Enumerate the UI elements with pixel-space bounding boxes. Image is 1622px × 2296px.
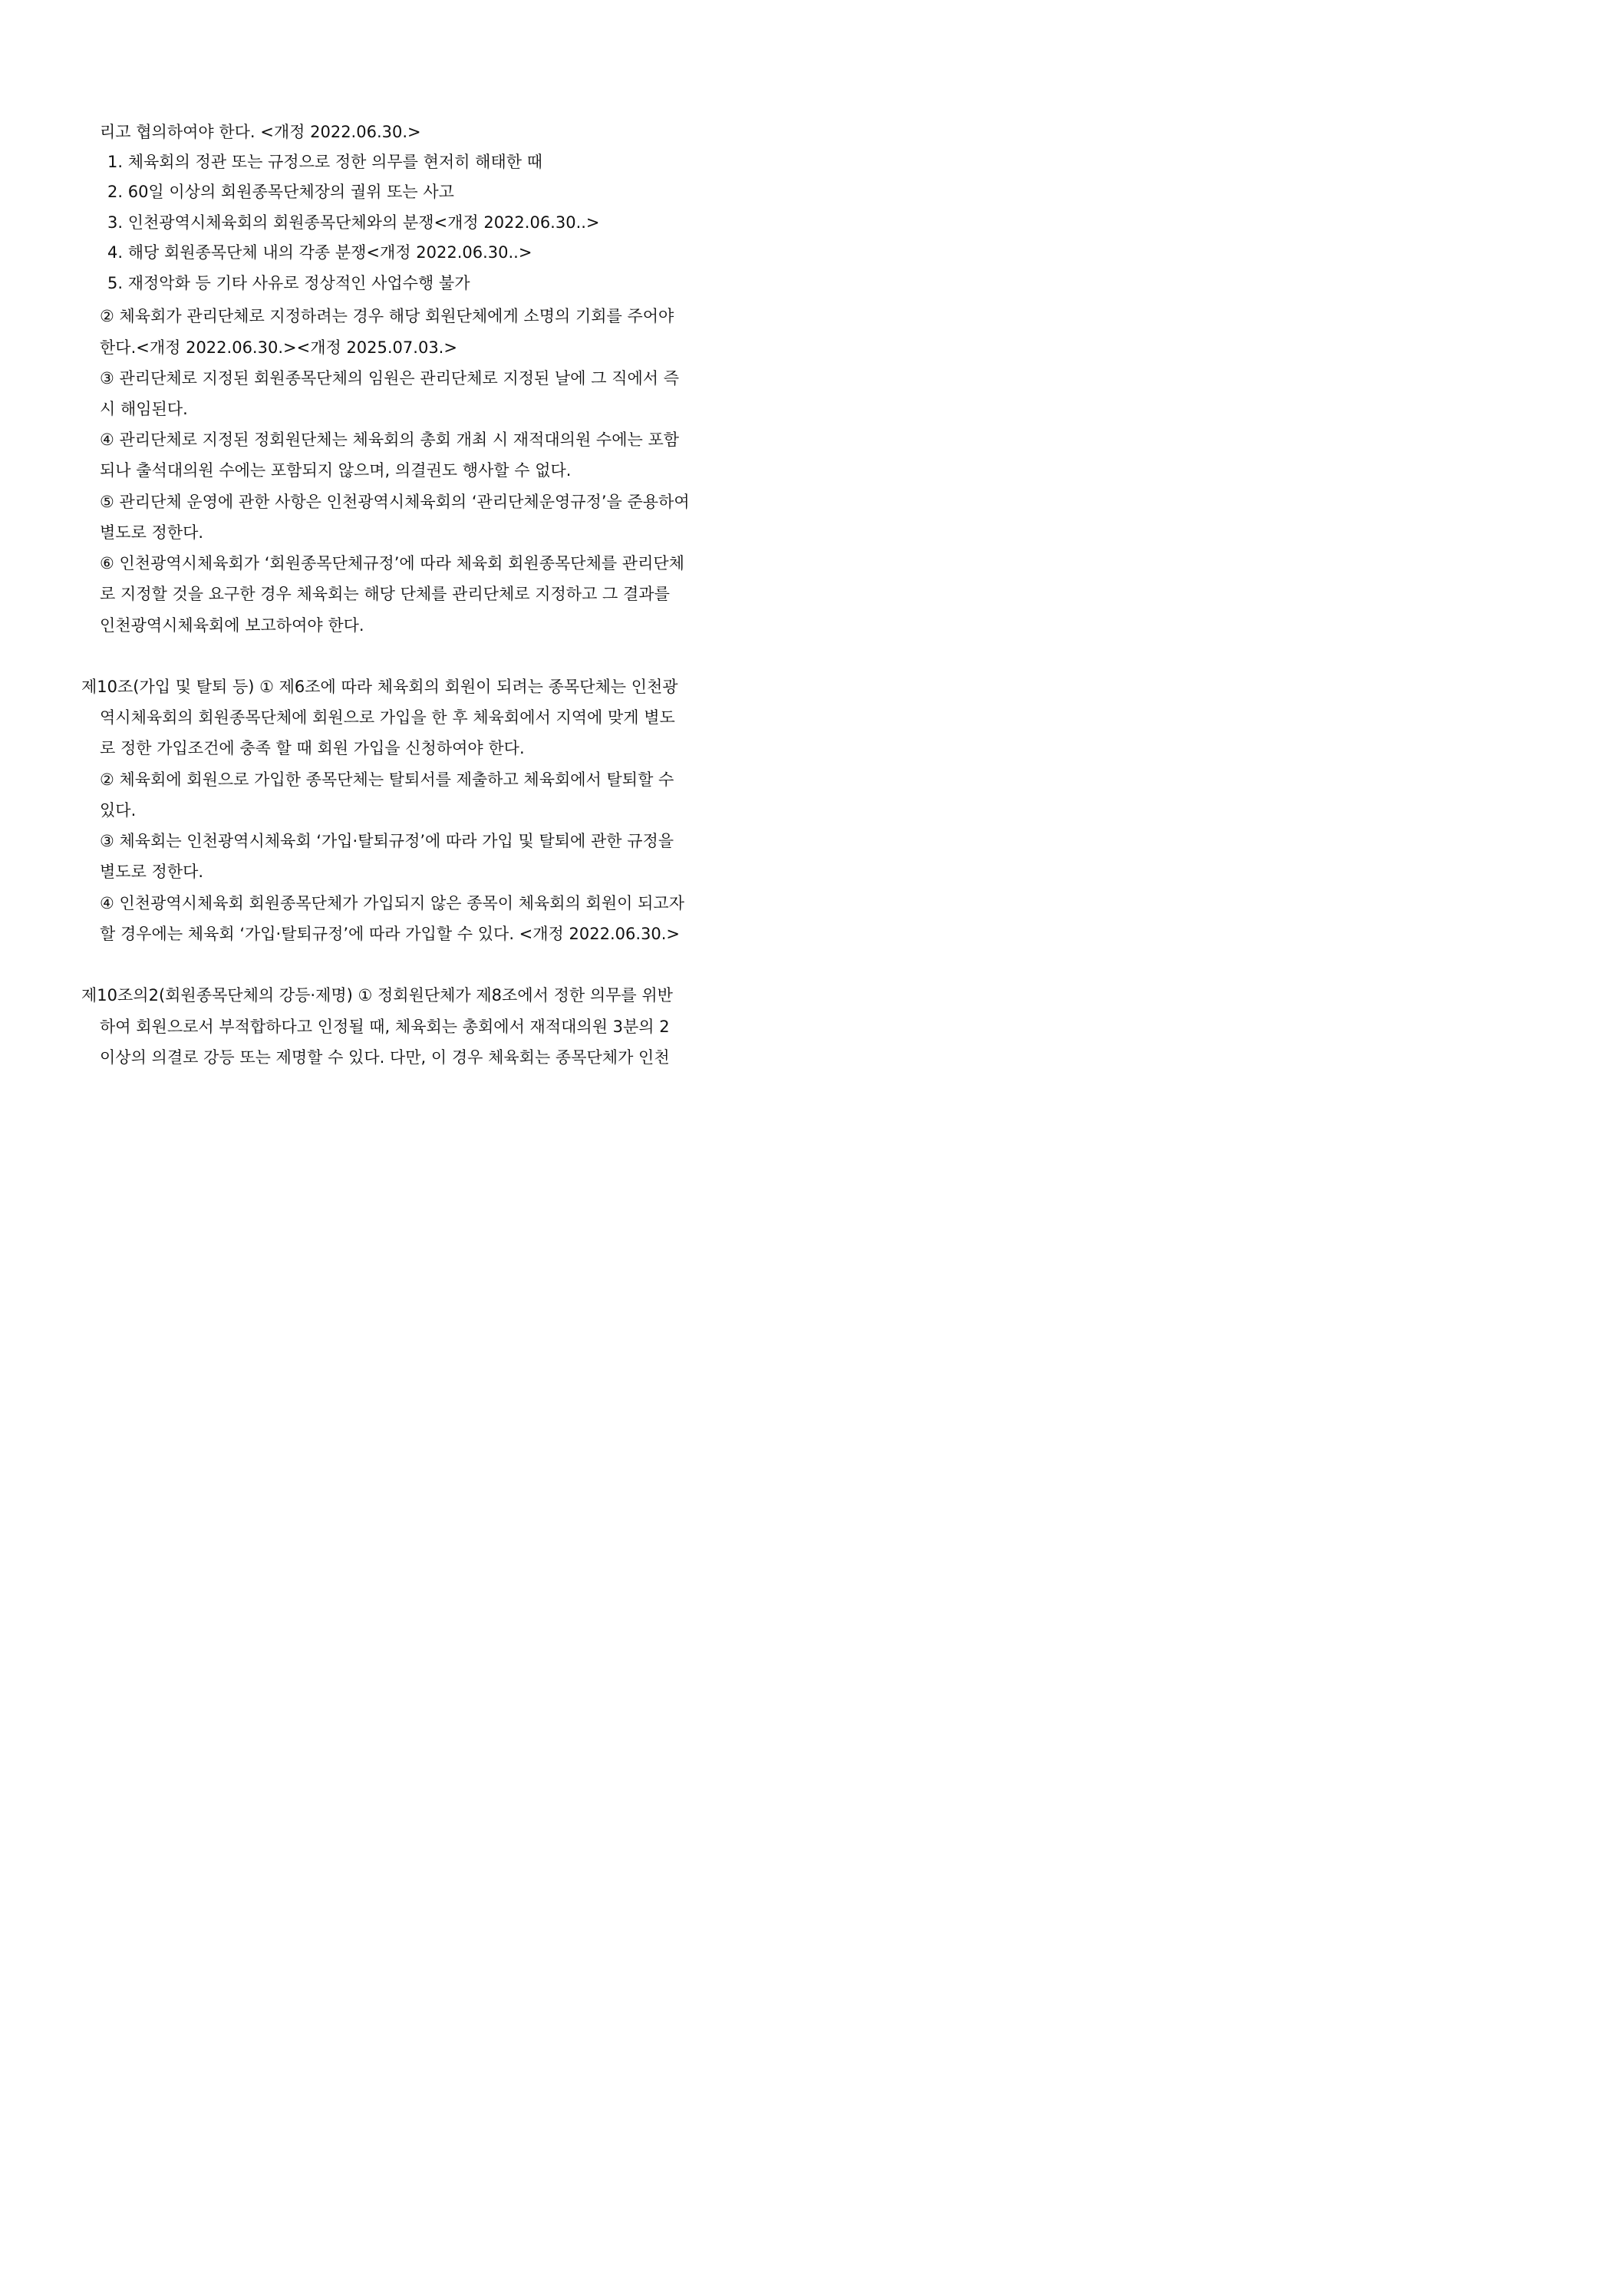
paragraph-2-line-1: ② 체육회가 관리단체로 지정하려는 경우 해당 회원단체에게 소명의 기회를 주어야: [100, 307, 674, 325]
article-10-paragraph-2-line-2: 있다.: [100, 801, 137, 820]
article-10-2-line-3: 이상의 의결로 강등 또는 제명할 수 있다. 다만, 이 경우 체육회는 종목단체가 인천: [100, 1048, 670, 1067]
paragraph-6-line-2: 로 지정할 것을 요구한 경우 체육회는 해당 단체를 관리단체로 지정하고 그 결과를: [100, 585, 670, 603]
paragraph-5-line-2: 별도로 정한다.: [100, 523, 204, 542]
article-10-paragraph-2-line-1: ② 체육회에 회원으로 가입한 종목단체는 탈퇴서를 제출하고 체육회에서 탈퇴할 수: [100, 770, 674, 789]
paragraph-6-line-1: ⑥ 인천광역시체육회가 ‘회원종목단체규정’에 따라 체육회 회원종목단체를 관리단체: [100, 554, 684, 572]
paragraph-6-line-3: 인천광역시체육회에 보고하여야 한다.: [100, 616, 364, 635]
document-page: [0, 0, 844, 1194]
article-10-2-heading: 제10조의2(회원종목단체의 강등·제명) ① 정회원단체가 제8조에서 정한 의무를 위반: [81, 986, 673, 1004]
paragraph-3-line-2: 시 해임된다.: [100, 400, 188, 418]
article-10-heading: 제10조(가입 및 탈퇴 등) ① 제6조에 따라 체육회의 회원이 되려는 종목단체는 인천광: [81, 678, 678, 696]
text-line-continuation: 리고 협의하여야 한다. <개정 2022.06.30.>: [100, 123, 421, 141]
list-item-2: 2. 60일 이상의 회원종목단체장의 궐위 또는 사고: [107, 183, 454, 201]
article-10-line-2: 역시체육회의 회원종목단체에 회원으로 가입을 한 후 체육회에서 지역에 맞게 별도: [100, 708, 675, 727]
paragraph-5-line-1: ⑤ 관리단체 운영에 관한 사항은 인천광역시체육회의 ‘관리단체운영규정’을 준용하여: [100, 493, 690, 511]
list-item-1: 1. 체육회의 정관 또는 규정으로 정한 의무를 현저히 해태한 때: [107, 153, 542, 171]
paragraph-3-line-1: ③ 관리단체로 지정된 회원종목단체의 임원은 관리단체로 지정된 날에 그 직에서 즉: [100, 369, 680, 388]
article-10-2-line-2: 하여 회원으로서 부적합하다고 인정될 때, 체육회는 총회에서 재적대의원 3분의 2: [100, 1018, 670, 1036]
paragraph-4-line-2: 되나 출석대의원 수에는 포함되지 않으며, 의결권도 행사할 수 없다.: [100, 461, 572, 480]
article-10-line-3: 로 정한 가입조건에 충족 할 때 회원 가입을 신청하여야 한다.: [100, 739, 525, 757]
article-10-paragraph-3-line-1: ③ 체육회는 인천광역시체육회 ‘가입·탈퇴규정’에 따라 가입 및 탈퇴에 관한 규정을: [100, 832, 674, 850]
paragraph-4-line-1: ④ 관리단체로 지정된 정회원단체는 체육회의 총회 개최 시 재적대의원 수에는 포함: [100, 430, 680, 449]
article-10-paragraph-3-line-2: 별도로 정한다.: [100, 863, 204, 881]
article-10-paragraph-4-line-2: 할 경우에는 체육회 ‘가입·탈퇴규정’에 따라 가입할 수 있다. <개정 2022.06.30.>: [100, 925, 681, 943]
list-item-5: 5. 재정악화 등 기타 사유로 정상적인 사업수행 불가: [107, 274, 470, 292]
list-item-3: 3. 인천광역시체육회의 회원종목단체와의 분쟁<개정 2022.06.30..>: [107, 213, 600, 232]
list-item-4: 4. 해당 회원종목단체 내의 각종 분쟁<개정 2022.06.30..>: [107, 243, 532, 262]
article-10-paragraph-4-line-1: ④ 인천광역시체육회 회원종목단체가 가입되지 않은 종목이 체육회의 회원이 되고자: [100, 894, 684, 912]
paragraph-2-line-2: 한다.<개정 2022.06.30.><개정 2025.07.03.>: [100, 338, 457, 357]
